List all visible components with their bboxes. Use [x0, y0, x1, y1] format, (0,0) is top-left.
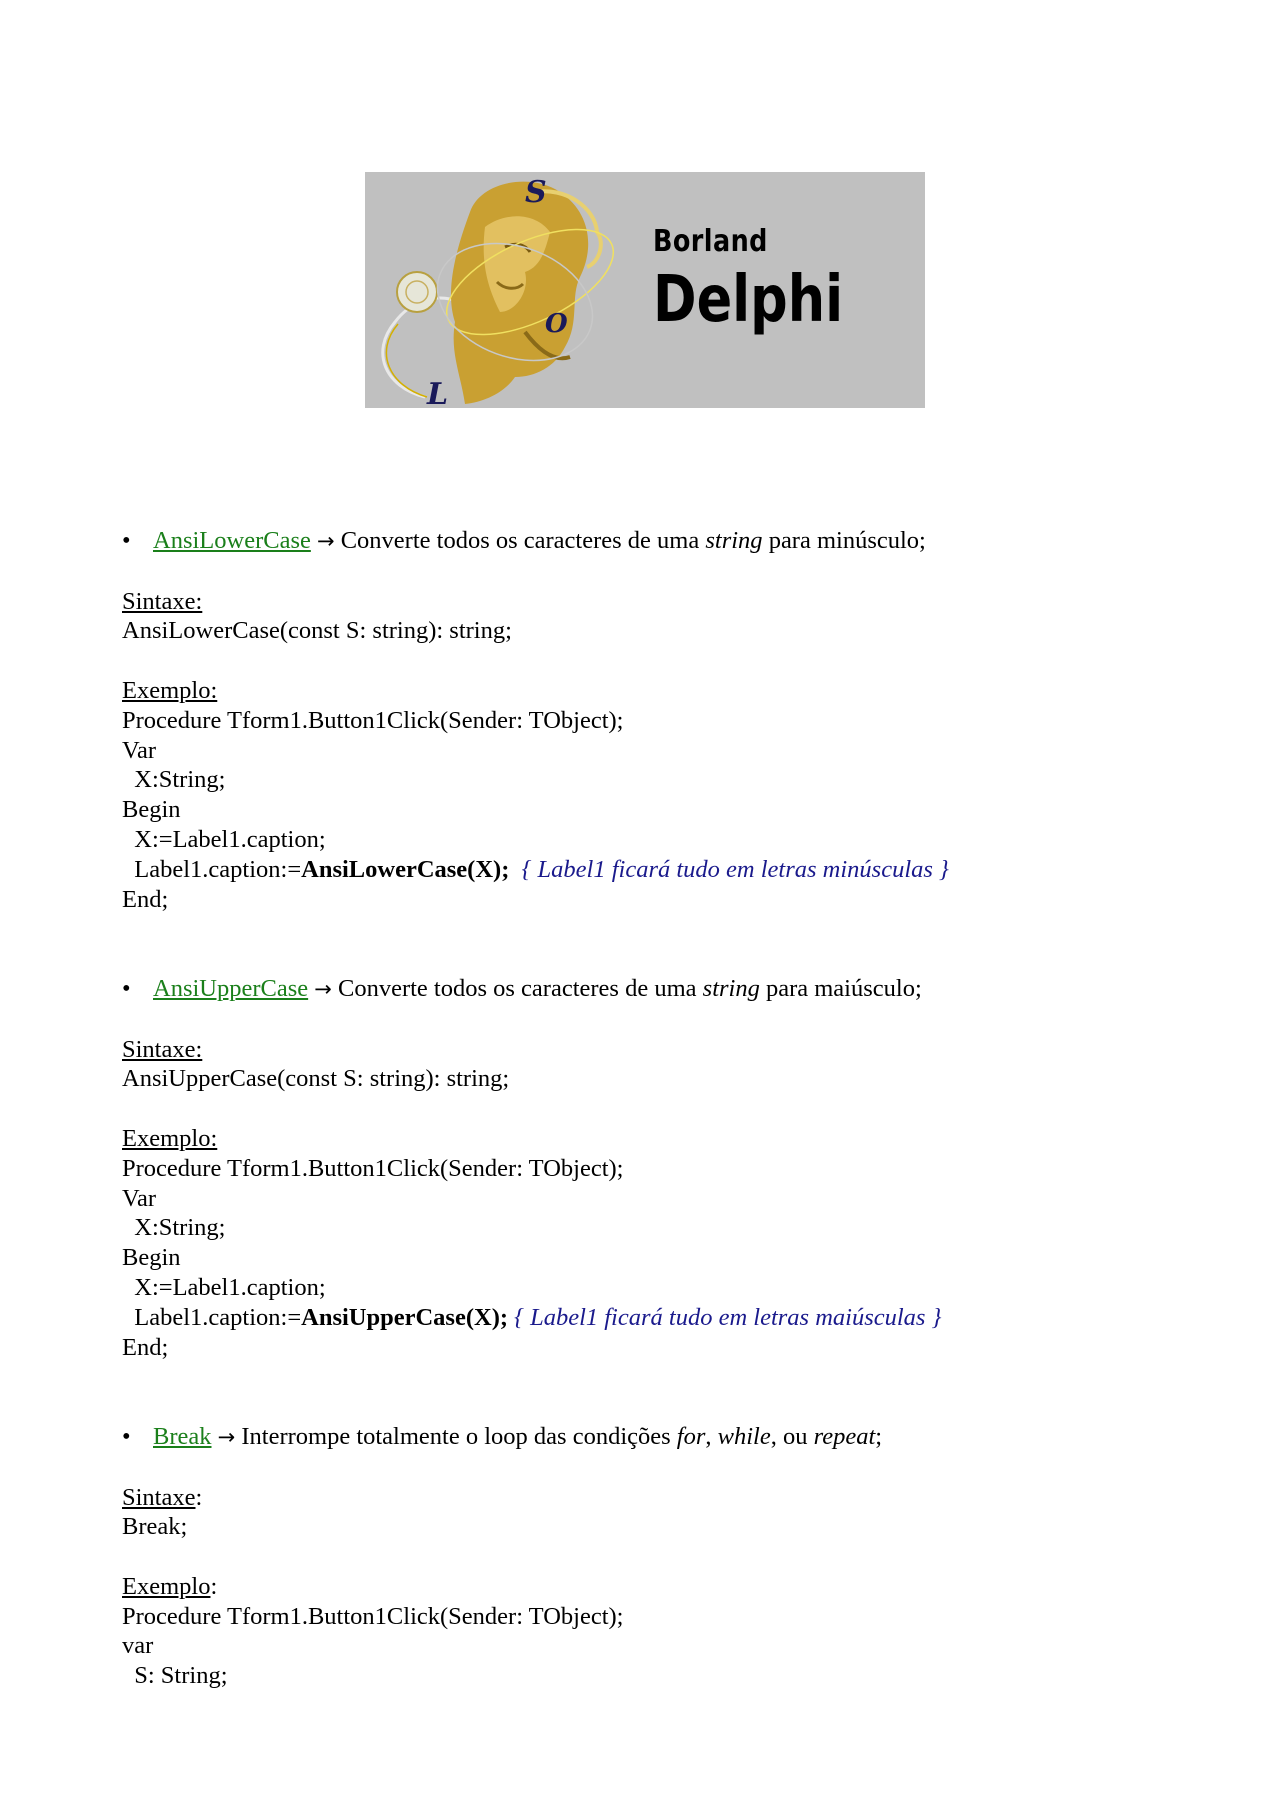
function-link[interactable]: Break [153, 1422, 212, 1450]
syntax-line: AnsiLowerCase(const S: string): string; [122, 617, 512, 645]
code-line: Begin [122, 796, 181, 824]
code-line: Procedure Tform1.Button1Click(Sender: TObject); [122, 1154, 624, 1182]
code-line: Procedure Tform1.Button1Click(Sender: TObject); [122, 706, 624, 734]
syntax-line: AnsiUpperCase(const S: string): string; [122, 1065, 510, 1093]
borland-delphi-logo [365, 172, 925, 408]
keyword-for: for [676, 1422, 706, 1450]
code-line: Var [122, 736, 157, 764]
code-line: X:String; [122, 1214, 226, 1242]
example-label: Exemplo: [122, 1124, 218, 1152]
example-label: Exemplo: [122, 676, 218, 704]
definition-item [122, 526, 1162, 557]
code-line: Begin [122, 1244, 181, 1272]
code-comment: { Label1 ficará tudo em letras maiúsculas } [514, 1303, 942, 1331]
bullet-icon: • [122, 974, 131, 1002]
code-line: Procedure Tform1.Button1Click(Sender: TObject); [122, 1602, 624, 1630]
label-colon: : [210, 1572, 218, 1600]
description-text: ; [875, 1422, 883, 1450]
function-link[interactable]: AnsiLowerCase [153, 527, 311, 554]
description-italic: string [702, 974, 760, 1002]
logo-letter-o: O [545, 309, 568, 339]
arrow-right-icon: → [314, 976, 332, 1001]
label-colon: : [195, 1483, 203, 1511]
code-comment: { Label1 ficará tudo em letras minúsculas } [521, 855, 949, 883]
code-line: X:=Label1.caption; [122, 825, 326, 853]
logo-letter-s: S [525, 175, 547, 210]
syntax-label: Sintaxe: [122, 587, 203, 615]
code-line: End; [122, 1333, 169, 1361]
arrow-right-icon: → [316, 529, 335, 553]
description-italic: string [705, 527, 763, 554]
separator: , ou [770, 1422, 814, 1450]
separator: , [705, 1422, 718, 1450]
description-text: Converte todos os caracteres de uma [334, 527, 706, 554]
code-line: S: String; [122, 1662, 228, 1690]
description-text: para minúsculo; [762, 527, 926, 554]
logo-product-text: Delphi [653, 263, 844, 337]
code-line [122, 1303, 1162, 1333]
description-text: Interrompe totalmente o loop das condições [235, 1422, 677, 1450]
code-call: AnsiLowerCase(X); [301, 855, 510, 883]
code-assign: Label1.caption:= [122, 1303, 302, 1331]
code-call: AnsiUpperCase(X); [301, 1303, 509, 1331]
function-link[interactable]: AnsiUpperCase [153, 974, 309, 1002]
syntax-label: Sintaxe: [122, 1035, 203, 1063]
keyword-repeat: repeat [813, 1422, 876, 1450]
code-assign: Label1.caption:= [122, 855, 302, 883]
definition-item [122, 1422, 1162, 1453]
bullet-icon: • [122, 527, 131, 554]
example-label: Exemplo [122, 1572, 211, 1600]
description-text: Converte todos os caracteres de uma [331, 974, 703, 1002]
code-line: X:=Label1.caption; [122, 1273, 326, 1301]
arrow-right-icon: → [217, 1424, 236, 1449]
keyword-while: while [717, 1422, 771, 1450]
logo-brand-text: Borland [653, 224, 768, 259]
code-line: var [122, 1632, 154, 1660]
syntax-label: Sintaxe [122, 1483, 196, 1511]
code-line [122, 855, 1162, 885]
definition-item [122, 974, 1162, 1005]
logo-letter-l: L [427, 377, 449, 408]
document-body [122, 526, 1162, 1691]
bullet-icon: • [122, 1422, 131, 1450]
code-line: Var [122, 1184, 157, 1212]
description-text: para maiúsculo; [759, 974, 922, 1002]
code-line: X:String; [122, 766, 226, 794]
code-line: End; [122, 885, 169, 913]
syntax-line: Break; [122, 1513, 188, 1541]
